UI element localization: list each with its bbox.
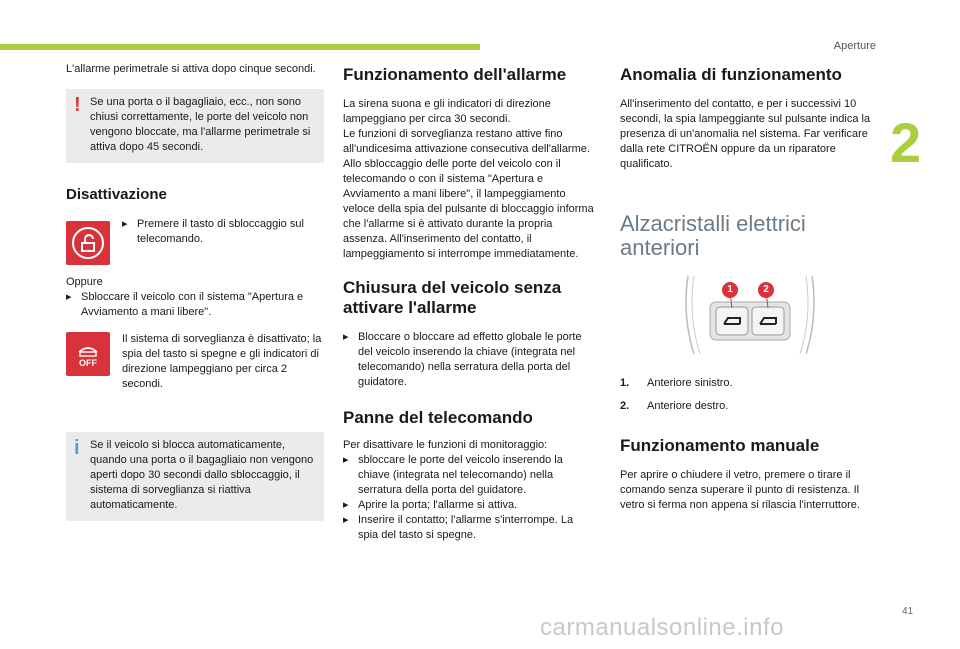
panne-step-2-text: Aprire la porta; l'allarme si attiva. xyxy=(358,499,518,511)
funz-p3: Allo sbloccaggio delle porte del veicolo con il telecomando o con il sistema "Apertura e Avviamento a mani libere", il lampeggiamento veloce della spia del pulsante di bloccaggio informa che l'allarme si è attivato durante la propria assenza. All'inserimento del contatto, il lampeggiamento si interrompe immediatamente. xyxy=(343,158,594,260)
section-label: Aperture xyxy=(833,40,876,52)
bullet-icon: ▸ xyxy=(66,291,72,303)
off-block xyxy=(66,332,324,404)
watermark: carmanualsonline.info xyxy=(540,614,784,641)
chiusura-title: Chiusura del veicolo senza attivare l'allarme xyxy=(343,278,562,317)
column-1 xyxy=(66,62,324,521)
manuale-title: Funzionamento manuale xyxy=(620,436,820,455)
info-icon: i xyxy=(74,437,80,459)
off-text: Il sistema di sorveglianza è disattivato; la spia del tasto si spegne e gli indicatori di direzione lampeggiano per circa 2 secondi. xyxy=(122,333,322,390)
oppure-text: Oppure xyxy=(66,276,103,288)
step2 xyxy=(66,290,324,320)
badge-1: 1 xyxy=(722,282,738,298)
column-2 xyxy=(343,62,595,543)
warning-icon: ! xyxy=(74,94,81,116)
alarm-off-icon xyxy=(66,332,110,376)
step-unlock xyxy=(66,217,324,269)
chiusura-step xyxy=(343,330,595,390)
warning-text: Se una porta o il bagagliaio, ecc., non sono chiusi correttamente, le porte del veicolo non vengono bloccate, ma l'allarme perimetrale si attiva dopo 45 secondi. xyxy=(90,96,311,153)
anomalia-title: Anomalia di funzionamento xyxy=(620,65,842,84)
badge-2: 2 xyxy=(758,282,774,298)
chapter-number: 2 xyxy=(890,111,922,174)
panne-step-3-text: Inserire il contatto; l'allarme s'interrompe. La spia del tasto si spegne. xyxy=(358,514,574,541)
panne-step-2 xyxy=(343,498,595,513)
intro-text: L'allarme perimetrale si attiva dopo cinque secondi. xyxy=(66,63,316,75)
item2-text: Anteriore destro. xyxy=(647,400,729,412)
funz-p2: Le funzioni di sorveglianza restano attive fino all'undicesima attivazione consecutiva dell'allarme. xyxy=(343,128,590,155)
bullet-icon: ▸ xyxy=(122,218,128,230)
accent-bar xyxy=(0,44,480,50)
disattivazione-title: Disattivazione xyxy=(66,186,167,203)
panne-step-1 xyxy=(343,453,595,498)
page-number: 41 xyxy=(902,606,914,617)
item1-number: 1. xyxy=(620,377,630,389)
off-label: OFF xyxy=(79,358,97,368)
item2-number: 2. xyxy=(620,400,630,412)
step1-text: Premere il tasto di sbloccaggio sul telecomando. xyxy=(137,218,304,245)
bullet-icon: ▸ xyxy=(343,514,349,526)
unlock-icon xyxy=(66,221,110,265)
manuale-text: Per aprire o chiudere il vetro, premere o tirare il comando senza superare il punto di resistenza. Il vetro si ferma non appena si rilascia l'interruttore. xyxy=(620,469,860,511)
info-text: Se il veicolo si blocca automaticamente, quando una porta o il bagagliaio non vengono aperti dopo 30 secondi dallo sbloccaggio, il sistema di sorveglianza si riattiva automaticamente. xyxy=(90,439,314,511)
panne-step-1-text: sbloccare le porte del veicolo inserendo la chiave (integrata nel telecomando) nella serratura della porta del guidatore. xyxy=(358,454,563,496)
panne-step-3 xyxy=(343,513,595,543)
step2-text: Sbloccare il veicolo con il sistema "Apertura e Avviamento a mani libere". xyxy=(81,291,304,318)
bullet-icon: ▸ xyxy=(343,499,349,511)
bullet-icon: ▸ xyxy=(343,331,349,343)
anomalia-text: All'inserimento del contatto, e per i successivi 10 secondi, la spia lampeggiante sul pulsante indica la presenza di un'anomalia nel sistema. Far verificare dalla rete CITROËN oppure da un riparatore qualificato. xyxy=(620,98,871,170)
column-3 xyxy=(620,62,882,513)
warning-box xyxy=(66,89,324,163)
alzacristalli-title-1: Alzacristalli elettrici xyxy=(620,211,806,236)
panne-intro: Per disattivare le funzioni di monitoraggio: xyxy=(343,439,548,451)
list-item-2 xyxy=(620,399,882,414)
funz-p1: La sirena suona e gli indicatori di direzione lampeggiano per circa 30 secondi. xyxy=(343,98,551,125)
funzionamento-title: Funzionamento dell'allarme xyxy=(343,65,567,84)
item1-text: Anteriore sinistro. xyxy=(647,377,733,389)
list-item-1 xyxy=(620,376,882,391)
panne-title: Panne del telecomando xyxy=(343,408,533,427)
info-box xyxy=(66,432,324,521)
window-switch-illustration xyxy=(680,272,820,354)
alzacristalli-title-2: anteriori xyxy=(620,235,700,260)
bullet-icon: ▸ xyxy=(343,454,349,466)
chiusura-step-text: Bloccare o bloccare ad effetto globale le porte del veicolo inserendo la chiave (integrata nel telecomando) nella serratura della porta del guidatore. xyxy=(358,331,582,388)
